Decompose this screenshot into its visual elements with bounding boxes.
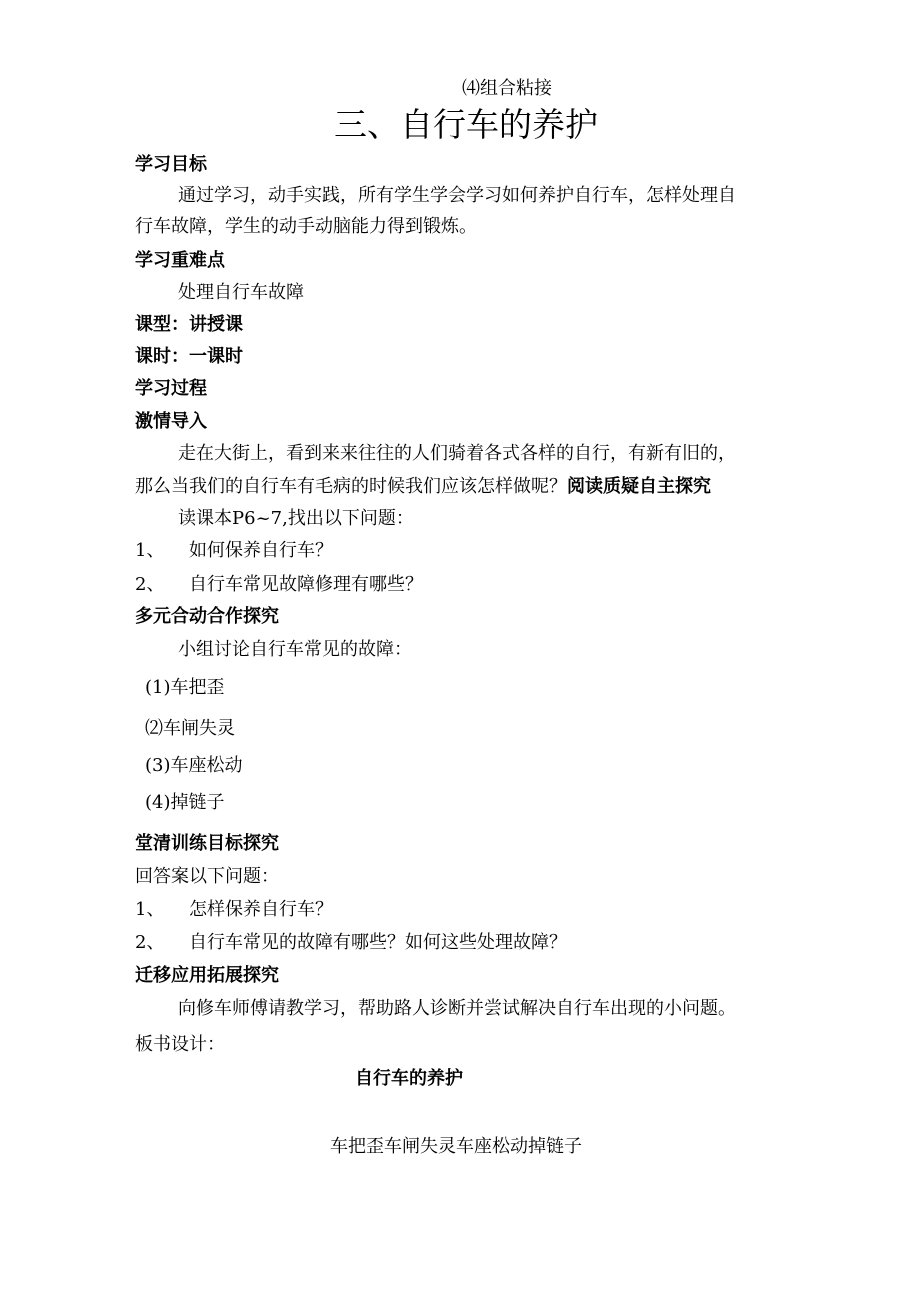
lesson-time: 课时：一课时 — [135, 346, 243, 367]
reading-question-2 — [135, 572, 423, 598]
process-heading: 学习过程 — [135, 378, 207, 399]
question-text: 如何保养自行车？ — [189, 540, 333, 561]
question-text: 自行车常见的故障有哪些？如何这些处理故障？ — [189, 932, 567, 953]
key-points-text: 处理自行车故障 — [178, 282, 304, 303]
extension-text: 向修车师傅请教学习，帮助路人诊断并尝试解决自行车出现的小问题。 — [178, 998, 736, 1019]
cooperation-heading: 多元合动合作探究 — [135, 606, 279, 627]
question-number: 1、 — [135, 540, 165, 561]
question-number: 2、 — [135, 574, 165, 595]
question-text: 怎样保养自行车？ — [189, 899, 333, 920]
practice-heading: 堂清训练目标探究 — [135, 833, 279, 854]
goals-paragraph-line-1: 通过学习，动手实践，所有学生学会学习如何养护自行车，怎样处理自 — [178, 185, 736, 206]
question-number: 1、 — [135, 899, 165, 920]
fault-item-4: (4)掉链子 — [145, 792, 225, 813]
reading-heading: 阅读质疑自主探究 — [567, 476, 711, 497]
practice-question-2 — [135, 930, 567, 956]
fault-item-2: ⑵车闸失灵 — [145, 718, 235, 739]
lesson-type: 课型：讲授课 — [135, 314, 243, 335]
intro-line-2 — [135, 474, 711, 500]
question-text: 自行车常见故障修理有哪些？ — [189, 574, 423, 595]
key-points-heading: 学习重难点 — [135, 250, 225, 271]
practice-instruction: 回答案以下问题： — [135, 866, 279, 887]
practice-question-1 — [135, 897, 333, 923]
board-design-label: 板书设计： — [135, 1034, 225, 1055]
page-title: 三、自行车的养护 — [334, 105, 598, 144]
goals-paragraph-line-2: 行车故障，学生的动手动脑能力得到锻炼。 — [135, 216, 477, 237]
goals-heading: 学习目标 — [135, 154, 207, 175]
question-number: 2、 — [135, 932, 165, 953]
fault-item-1: (1)车把歪 — [145, 677, 225, 698]
board-title: 自行车的养护 — [355, 1068, 463, 1089]
previous-item-text: ⑷组合粘接 — [462, 78, 552, 99]
board-content: 车把歪车闸失灵车座松动掉链子 — [330, 1136, 582, 1157]
intro-heading: 激情导入 — [135, 411, 207, 432]
reading-instruction: 读课本P6~7,找出以下问题： — [178, 508, 414, 529]
fault-item-3: (3)车座松动 — [145, 755, 243, 776]
reading-question-1 — [135, 538, 333, 564]
intro-line-2-text: 那么当我们的自行车有毛病的时候我们应该怎样做呢？ — [135, 476, 567, 497]
intro-line-1: 走在大街上，看到来来往往的人们骑着各式各样的自行，有新有旧的， — [178, 443, 736, 464]
cooperation-intro: 小组讨论自行车常见的故障： — [178, 639, 412, 660]
extension-heading: 迁移应用拓展探究 — [135, 965, 279, 986]
